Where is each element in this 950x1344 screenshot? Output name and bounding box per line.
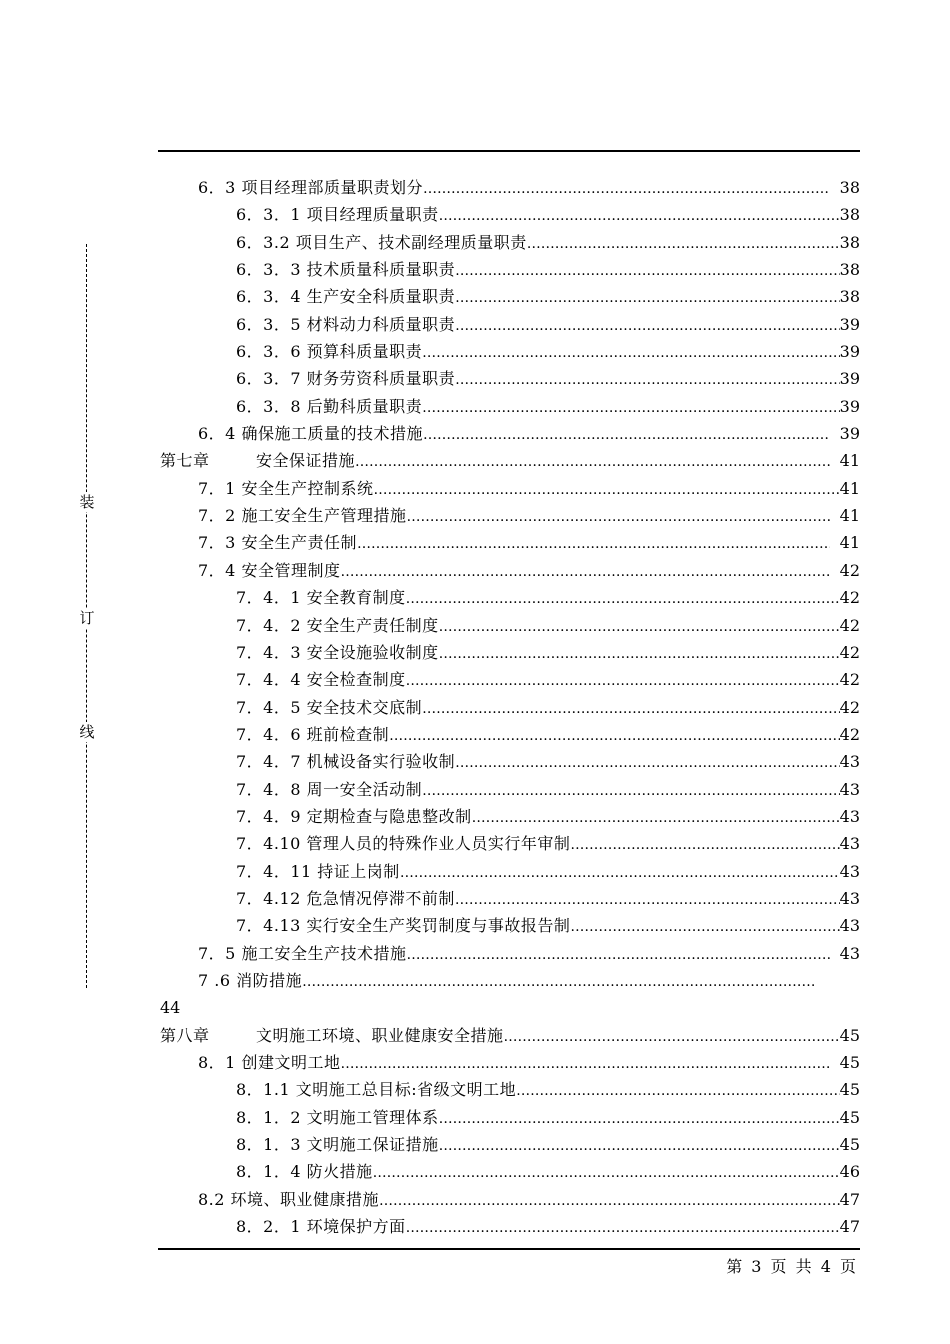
toc-page-number: 42 <box>839 642 860 662</box>
toc-entry-label <box>236 1213 406 1240</box>
toc-entry-title: 8．2．1 环境保护方面 <box>236 1217 406 1237</box>
toc-entry-title: 6．3．7 财务劳资科质量职责 <box>236 369 456 389</box>
toc-dot-leader <box>373 1160 840 1187</box>
toc-entry-label <box>236 256 455 283</box>
toc-page-number: 47 <box>839 1189 860 1209</box>
toc-entry-title: 6．3．8 后勤科质量职责 <box>236 396 423 416</box>
toc-dot-leader <box>439 1133 840 1160</box>
toc-entry-title: 8．1．3 文明施工保证措施 <box>236 1135 439 1155</box>
toc-entry[interactable] <box>160 502 860 529</box>
toc-entry-title: 7．3 安全生产责任制 <box>198 533 357 553</box>
toc-dot-leader <box>389 723 840 750</box>
toc-entry-label <box>198 529 357 556</box>
toc-dot-leader <box>439 1106 840 1133</box>
table-of-contents <box>160 174 860 1240</box>
toc-entry-title: 6．3．5 材料动力科质量职责 <box>236 314 456 334</box>
toc-dot-leader <box>455 887 840 914</box>
toc-dot-leader <box>455 750 840 777</box>
toc-entry[interactable] <box>160 639 860 666</box>
toc-dot-leader <box>455 258 840 285</box>
toc-entry-label <box>198 967 302 994</box>
toc-entry[interactable] <box>160 529 860 556</box>
toc-page-number: 38 <box>839 178 860 197</box>
toc-entry-label <box>236 694 422 721</box>
toc-entry[interactable] <box>160 393 860 420</box>
toc-page-number: 39 <box>839 314 860 334</box>
binding-char: 装 <box>79 493 95 511</box>
binding-margin <box>78 244 96 988</box>
footer-rule <box>158 1248 860 1250</box>
toc-entry-title: 7．4．11 持证上岗制 <box>236 861 400 881</box>
toc-page-number: 45 <box>839 1107 860 1127</box>
toc-entry-title: 8．1.1 文明施工总目标:省级文明工地 <box>236 1080 517 1100</box>
toc-entry[interactable] <box>160 1076 860 1103</box>
toc-entry-label <box>198 502 406 529</box>
toc-entry-title: 7．4.12 危急情况停滞不前制 <box>236 888 455 908</box>
toc-entry-label <box>236 1131 439 1158</box>
toc-entry[interactable] <box>160 283 860 310</box>
toc-entry-title: 8．1 创建文明工地 <box>198 1053 341 1072</box>
toc-entry-label <box>236 1158 373 1185</box>
toc-dot-leader <box>373 477 839 504</box>
toc-entry[interactable] <box>160 940 860 967</box>
toc-page-number: 45 <box>839 1025 860 1045</box>
toc-page-number: 39 <box>839 396 860 416</box>
toc-page-number: 46 <box>839 1162 860 1182</box>
toc-page-number: 45 <box>839 1053 860 1072</box>
toc-page-number: 43 <box>839 806 860 826</box>
toc-entry-label <box>236 338 422 365</box>
toc-page-number: 38 <box>839 232 860 252</box>
toc-dot-leader <box>422 778 840 805</box>
toc-entry-label <box>236 201 439 228</box>
toc-dot-leader <box>422 340 840 367</box>
toc-page-number: 43 <box>839 943 860 963</box>
toc-entry-title: 7．4．2 安全生产责任制度 <box>236 615 439 635</box>
toc-entry-title: 6．3．3 技术质量科质量职责 <box>236 260 456 280</box>
toc-page-number: 41 <box>839 533 860 553</box>
toc-entry-label <box>236 1104 439 1131</box>
toc-dot-leader <box>340 559 830 586</box>
toc-page-number: 42 <box>839 697 860 717</box>
toc-entry-title: 6．3．6 预算科质量职责 <box>236 342 423 362</box>
toc-entry[interactable] <box>160 174 860 201</box>
toc-entry[interactable] <box>160 1022 860 1049</box>
toc-dot-leader <box>439 203 840 230</box>
toc-page-number: 41 <box>839 478 860 498</box>
toc-entry[interactable] <box>160 420 860 447</box>
toc-page-number: 39 <box>839 424 860 444</box>
toc-entry[interactable] <box>160 256 860 283</box>
toc-dot-leader <box>472 805 840 832</box>
toc-page-number: 42 <box>839 560 860 580</box>
toc-entry[interactable] <box>160 201 860 228</box>
toc-dot-leader <box>423 422 830 449</box>
toc-dot-leader <box>455 367 840 394</box>
toc-dot-leader <box>439 641 840 668</box>
toc-entry-label <box>236 229 527 256</box>
toc-entry-label <box>198 475 373 502</box>
toc-dot-leader <box>400 860 840 887</box>
toc-dot-leader <box>406 668 840 695</box>
toc-entry-label <box>198 1049 340 1076</box>
toc-entry-title: 7．4.10 管理人员的特殊作业人员实行年审制 <box>236 834 571 854</box>
toc-entry[interactable] <box>160 557 860 584</box>
toc-entry-title: 8．1．2 文明施工管理体系 <box>236 1107 439 1127</box>
toc-entry-title: 7 .6 消防措施 <box>198 970 303 990</box>
toc-entry-label <box>160 447 355 474</box>
toc-entry[interactable] <box>160 666 860 693</box>
toc-entry-label <box>236 311 455 338</box>
toc-dot-leader <box>570 832 839 859</box>
toc-entry-label <box>160 1022 504 1049</box>
toc-entry[interactable] <box>160 858 860 885</box>
toc-dot-leader <box>355 449 830 476</box>
toc-entry[interactable] <box>160 365 860 392</box>
toc-page-number: 43 <box>839 916 860 936</box>
toc-entry-label <box>198 557 340 584</box>
toc-entry[interactable] <box>160 338 860 365</box>
toc-entry-label <box>198 940 406 967</box>
toc-entry[interactable] <box>160 1131 860 1158</box>
toc-entry[interactable] <box>160 475 860 502</box>
toc-entry[interactable] <box>160 994 860 1021</box>
toc-page-number: 43 <box>839 834 860 854</box>
binding-char: 线 <box>79 723 95 741</box>
toc-page-number: 38 <box>839 287 860 307</box>
toc-entry-title: 7．4．5 安全技术交底制 <box>236 697 423 717</box>
toc-page-number: 42 <box>839 724 860 744</box>
toc-entry[interactable] <box>160 1186 860 1213</box>
toc-entry[interactable] <box>160 1158 860 1185</box>
toc-entry[interactable] <box>160 694 860 721</box>
toc-entry-label <box>198 174 423 201</box>
toc-entry-title: 6．4 确保施工质量的技术措施 <box>198 424 423 444</box>
toc-dot-leader <box>406 942 830 969</box>
toc-entry-title: 7．4 安全管理制度 <box>198 560 341 580</box>
toc-entry-title: 7．4．3 安全设施验收制度 <box>236 642 439 662</box>
toc-page-number: 39 <box>839 369 860 389</box>
toc-chapter-number: 第八章 <box>160 1025 210 1045</box>
toc-entry-title: 6．3．4 生产安全科质量职责 <box>236 287 456 307</box>
toc-entry[interactable] <box>160 1104 860 1131</box>
toc-entry[interactable] <box>160 447 860 474</box>
toc-page-number: 42 <box>839 615 860 635</box>
page-footer: 第 3 页 共 4 页 <box>726 1257 858 1276</box>
toc-entry-title: 7．4．8 周一安全活动制 <box>236 779 423 799</box>
toc-dot-leader <box>422 395 840 422</box>
toc-page-number: 43 <box>839 779 860 799</box>
toc-dot-leader <box>302 969 814 996</box>
toc-entry-label <box>198 1186 379 1213</box>
toc-page-number: 38 <box>839 205 860 225</box>
toc-entry-title: 7．4.13 实行安全生产奖罚制度与事故报告制 <box>236 916 571 936</box>
toc-entry[interactable] <box>160 1213 860 1240</box>
toc-entry-title: 7．4．9 定期检查与隐患整改制 <box>236 806 472 826</box>
toc-entry-title: 7．5 施工安全生产技术措施 <box>198 943 407 963</box>
toc-page-number: 43 <box>839 752 860 772</box>
toc-entry[interactable] <box>160 721 860 748</box>
toc-dot-leader <box>504 1024 840 1051</box>
toc-dot-leader <box>357 531 830 558</box>
header-rule <box>158 150 860 152</box>
toc-dot-leader <box>516 1078 840 1105</box>
toc-entry-title: 6．3．1 项目经理质量职责 <box>236 205 439 225</box>
toc-entry[interactable] <box>160 311 860 338</box>
toc-dot-leader <box>455 313 840 340</box>
toc-entry-label <box>236 612 439 639</box>
toc-entry-label <box>236 776 422 803</box>
toc-page-number: 42 <box>839 588 860 608</box>
toc-entry-title: 6．3.2 项目生产、技术副经理质量职责 <box>236 232 527 252</box>
toc-entry[interactable] <box>160 1049 860 1076</box>
toc-entry-label <box>236 803 472 830</box>
toc-entry-title: 7．4．6 班前检查制 <box>236 724 390 744</box>
toc-dot-leader <box>340 1051 830 1078</box>
toc-page-number: 43 <box>839 861 860 881</box>
toc-entry-label <box>236 666 406 693</box>
binding-char: 订 <box>79 609 95 627</box>
toc-page-number: 39 <box>839 342 860 362</box>
toc-dot-leader <box>379 1188 840 1215</box>
toc-page-number: 43 <box>839 888 860 908</box>
toc-entry[interactable] <box>160 803 860 830</box>
toc-dot-leader <box>527 231 840 258</box>
toc-entry-label <box>236 1076 516 1103</box>
toc-entry-title: 7．4．7 机械设备实行验收制 <box>236 752 456 772</box>
toc-entry-label <box>236 721 389 748</box>
toc-entry-label <box>236 830 570 857</box>
toc-entry[interactable] <box>160 776 860 803</box>
toc-entry-title: 8.2 环境、职业健康措施 <box>198 1189 380 1209</box>
toc-dot-leader <box>439 614 840 641</box>
toc-entry-label <box>236 584 406 611</box>
toc-dot-leader <box>570 914 839 941</box>
toc-page-number: 45 <box>839 1080 860 1100</box>
toc-entry[interactable] <box>160 912 860 939</box>
toc-dot-leader <box>406 504 830 531</box>
toc-page-number: 42 <box>839 670 860 690</box>
toc-page-number: 47 <box>839 1217 860 1237</box>
toc-entry-label <box>198 420 423 447</box>
toc-entry-label <box>236 748 455 775</box>
toc-entry-title: 7．1 安全生产控制系统 <box>198 478 374 498</box>
toc-entry[interactable] <box>160 885 860 912</box>
toc-dot-leader <box>406 586 840 613</box>
toc-entry-label <box>236 365 455 392</box>
toc-entry-label: 44 <box>160 998 181 1018</box>
toc-entry-title: 8．1．4 防火措施 <box>236 1162 373 1182</box>
toc-entry[interactable] <box>160 830 860 857</box>
toc-page-number: 45 <box>839 1135 860 1155</box>
toc-entry-label <box>236 393 422 420</box>
toc-entry-title: 7．2 施工安全生产管理措施 <box>198 506 407 526</box>
toc-entry-label <box>236 639 439 666</box>
toc-page-number: 38 <box>839 260 860 280</box>
toc-entry-title: 安全保证措施 <box>256 451 356 471</box>
toc-entry-title: 7．4．4 安全检查制度 <box>236 670 406 690</box>
toc-entry[interactable] <box>160 967 860 994</box>
toc-dot-leader <box>423 176 830 203</box>
toc-entry[interactable] <box>160 612 860 639</box>
toc-dot-leader <box>422 696 840 723</box>
toc-entry-title: 7．4．1 安全教育制度 <box>236 588 406 608</box>
toc-page-number: 41 <box>839 506 860 526</box>
toc-page-number: 41 <box>839 451 860 471</box>
toc-entry-title: 6．3 项目经理部质量职责划分 <box>198 178 423 197</box>
toc-entry[interactable] <box>160 748 860 775</box>
toc-entry[interactable] <box>160 584 860 611</box>
toc-entry-label <box>236 885 455 912</box>
toc-entry-title: 文明施工环境、职业健康安全措施 <box>256 1025 504 1045</box>
toc-entry[interactable] <box>160 229 860 256</box>
toc-chapter-number: 第七章 <box>160 451 210 471</box>
toc-entry-label <box>236 283 455 310</box>
toc-dot-leader <box>406 1215 840 1242</box>
toc-dot-leader <box>455 285 840 312</box>
toc-entry-label <box>236 858 400 885</box>
toc-entry-label <box>236 912 570 939</box>
